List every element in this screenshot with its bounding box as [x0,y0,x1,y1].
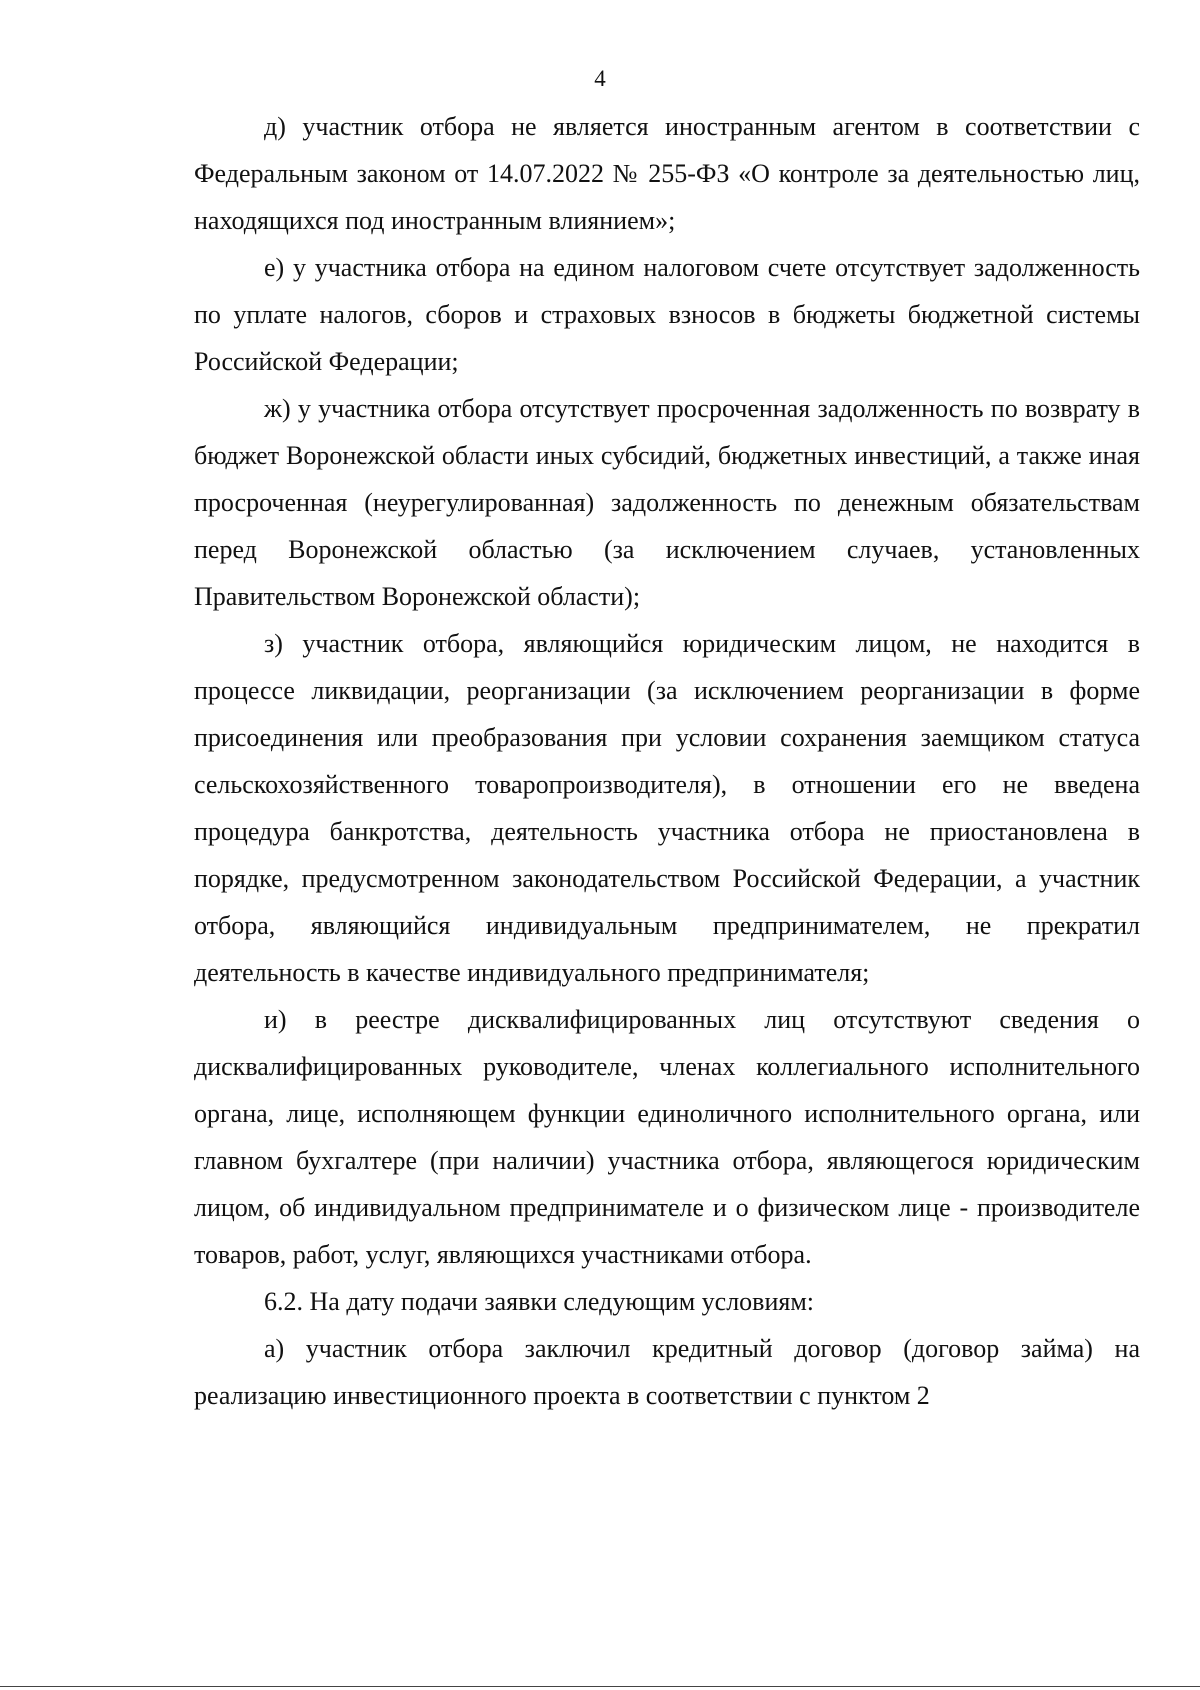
page-bottom-edge [0,1686,1200,1687]
paragraph-z-liquidation: з) участник отбора, являющийся юридическим лицом, не находится в процессе ликвидации, реорганизации (за исключением реорганизации в форме присоединения или преобразования при условии сохранения заемщиком статуса сельскохозяйственного товаропроизводителя), в отношении его не введена процедура банкротства, деятельность участника отбора не приостановлена в порядке, предусмотренном законодательством Российской Федерации, а участник отбора, являющийся индивидуальным предпринимателем, не прекратил деятельность в качестве индивидуального предпринимателя; [194,629,1140,987]
paragraph-zh-overdue-debt: ж) у участника отбора отсутствует просроченная задолженность по возврату в бюджет Воронежской области иных субсидий, бюджетных инвестиций, а также иная просроченная (неурегулированная) задолженность по денежным обязательствам перед Воронежской областью (за исключением случаев, установленных Правительством Воронежской области); [194,394,1140,611]
document-body [194,103,1140,1419]
paragraph-d-foreign-agent: д) участник отбора не является иностранным агентом в соответствии с Федеральным законом от 14.07.2022 № 255-ФЗ «О контроле за деятельностью лиц, находящихся под иностранным влиянием»; [194,112,1140,235]
paragraph-6-2-heading: 6.2. На дату подачи заявки следующим условиям: [264,1287,814,1316]
paragraph-i-disqualified: и) в реестре дисквалифицированных лиц отсутствуют сведения о дисквалифицированных руководителе, членах коллегиального исполнительного органа, лице, исполняющем функции единоличного исполнительного органа, или главном бухгалтере (при наличии) участника отбора, являющегося юридическим лицом, об индивидуальном предпринимателе и о физическом лице - производителе товаров, работ, услуг, являющихся участниками отбора. [194,1005,1140,1269]
page-number: 4 [594,66,606,91]
paragraph-e-tax-debt: е) у участника отбора на едином налоговом счете отсутствует задолженность по уплате налогов, сборов и страховых взносов в бюджеты бюджетной системы Российской Федерации; [194,253,1140,376]
paragraph-a-credit-agreement: а) участник отбора заключил кредитный договор (договор займа) на реализацию инвестиционного проекта в соответствии с пунктом 2 [194,1334,1140,1410]
